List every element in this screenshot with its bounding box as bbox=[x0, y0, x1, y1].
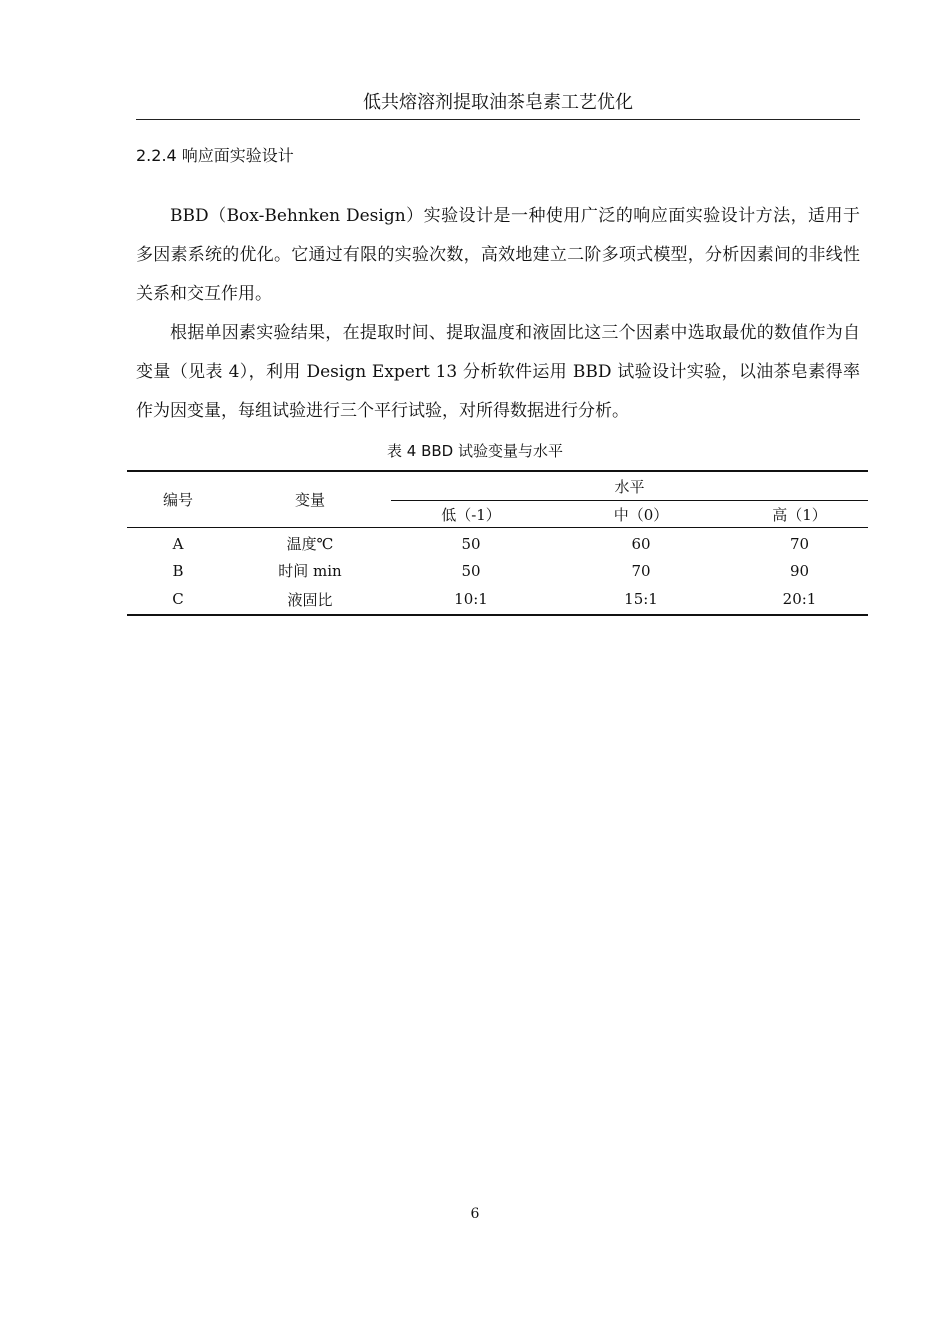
cell-mid: 70 bbox=[631, 561, 651, 580]
cell-code: A bbox=[172, 534, 184, 553]
cell-high: 70 bbox=[789, 534, 810, 553]
cell-high: 20:1 bbox=[782, 590, 817, 608]
cell-low: 50 bbox=[461, 561, 481, 580]
section-heading: 2.2.4 响应面实验设计 bbox=[136, 146, 294, 165]
cell-mid: 15:1 bbox=[624, 590, 658, 608]
cell-code: C bbox=[172, 590, 184, 608]
cell-code: B bbox=[172, 561, 184, 580]
cell-mid: 60 bbox=[631, 534, 651, 553]
variables-levels-table bbox=[127, 470, 868, 616]
cell-high: 90 bbox=[789, 561, 810, 580]
page-number: 6 bbox=[470, 1206, 480, 1222]
header-level-high: 高（1） bbox=[772, 505, 827, 524]
running-header: 低共熔溶剂提取油茶皂素工艺优化 bbox=[363, 92, 633, 113]
header-variable: 变量 bbox=[229, 471, 391, 528]
header-level-mid: 中（0） bbox=[613, 505, 669, 524]
header-rule bbox=[136, 119, 860, 120]
table-row bbox=[127, 528, 868, 558]
cell-low: 50 bbox=[461, 534, 481, 553]
cell-variable: 温度℃ bbox=[286, 535, 334, 553]
cell-variable: 时间 min bbox=[278, 562, 342, 580]
cell-low: 10:1 bbox=[454, 590, 488, 608]
table-caption: 表 4 BBD 试验变量与水平 bbox=[387, 442, 563, 460]
header-level-group: 水平 bbox=[391, 471, 868, 501]
paragraph-bbd-intro: BBD（Box-Behnken Design）实验设计是一种使用广泛的响应面实验设计方法，适用于多因素系统的优化。它通过有限的实验次数，高效地建立二阶多项式模型，分析因素间的非线性关系和交互作用。 bbox=[136, 206, 860, 304]
table-row bbox=[127, 584, 868, 615]
header-code: 编号 bbox=[127, 471, 229, 528]
header-level-low: 低（-1） bbox=[441, 505, 501, 524]
paragraph-method: 根据单因素实验结果，在提取时间、提取温度和液固比这三个因素中选取最优的数值作为自变量（见表 4），利用 Design Expert 13 分析软件运用 BBD 试验设计实验，以油茶皂素得率作为因变量，每组试验进行三个平行试验，对所得数据进行分析。 bbox=[136, 323, 860, 421]
table-row bbox=[127, 557, 868, 584]
cell-variable: 液固比 bbox=[287, 590, 333, 609]
